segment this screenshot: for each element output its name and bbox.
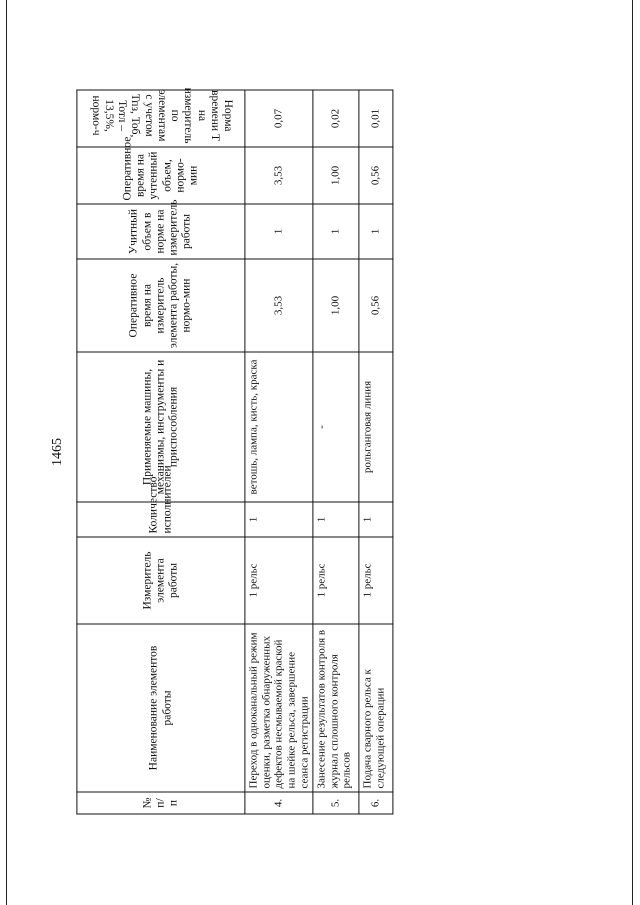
row-volume: 1 [359, 204, 393, 259]
work-elements-table [76, 87, 393, 815]
row-unit: 1 рельс [359, 537, 393, 624]
row-norm: 0,02 [313, 90, 359, 147]
row-num: 5. [313, 792, 359, 814]
header-norm: Норма времени Т на измеритель по элементам с учетом Тпз, Тоб, Тотл – 13,5%, нормо-ч [77, 90, 245, 147]
row-workers: 1 [359, 502, 393, 537]
row-unit: 1 рельс [245, 537, 313, 624]
row-op-time: 3,53 [245, 259, 313, 352]
row-op-time-volume: 1,00 [313, 147, 359, 204]
row-workers: 1 [313, 502, 359, 537]
row-name: Переход в одноканальный режим оценки, разметка обнаруженных дефектов несмываемой краской на шейке рельса, завершение сеанса регистрации [245, 624, 313, 792]
left-page-edge [6, 0, 7, 905]
row-norm: 0,07 [245, 90, 313, 147]
header-op-time-volume: Оперативное время на учтенный объем, нормо-мин [77, 147, 245, 204]
row-op-time-volume: 0,56 [359, 147, 393, 204]
row-name: Занесение результатов контроля в журнал сплошного контроля рельсов [313, 624, 359, 792]
row-workers: 1 [245, 502, 313, 537]
row-num: 6. [359, 792, 393, 814]
row-unit: 1 рельс [313, 537, 359, 624]
right-page-edge [632, 0, 633, 905]
row-op-time-volume: 3,53 [245, 147, 313, 204]
header-op-time: Оперативное время на измеритель элемента работы, нормо-мин [77, 259, 245, 352]
header-num: № п/п [77, 792, 245, 814]
row-num: 4. [245, 792, 313, 814]
header-name: Наименование элементов работы [77, 624, 245, 792]
table-row [359, 90, 393, 814]
header-tools: Применяемые машины, механизмы, инструменты и приспособления [77, 352, 245, 502]
header-workers: Количество исполнителей [77, 502, 245, 537]
row-op-time: 1,00 [313, 259, 359, 352]
page-number: 1465 [50, 438, 65, 466]
row-name: Подача сварного рельса к следующей операции [359, 624, 393, 792]
row-tools: рольганговая линия [359, 352, 393, 502]
row-tools: - [313, 352, 359, 502]
header-unit: Измеритель элемента работы [77, 537, 245, 624]
row-volume: 1 [313, 204, 359, 259]
table-row [313, 90, 359, 814]
header-volume: Учитный объем в норме на измеритель работы [77, 204, 245, 259]
rotated-table-container [80, 87, 390, 814]
row-op-time: 0,56 [359, 259, 393, 352]
table-row [245, 90, 313, 814]
row-tools: ветошь, лампа, кисть, краска [245, 352, 313, 502]
row-volume: 1 [245, 204, 313, 259]
row-norm: 0,01 [359, 90, 393, 147]
header-row [77, 90, 245, 814]
